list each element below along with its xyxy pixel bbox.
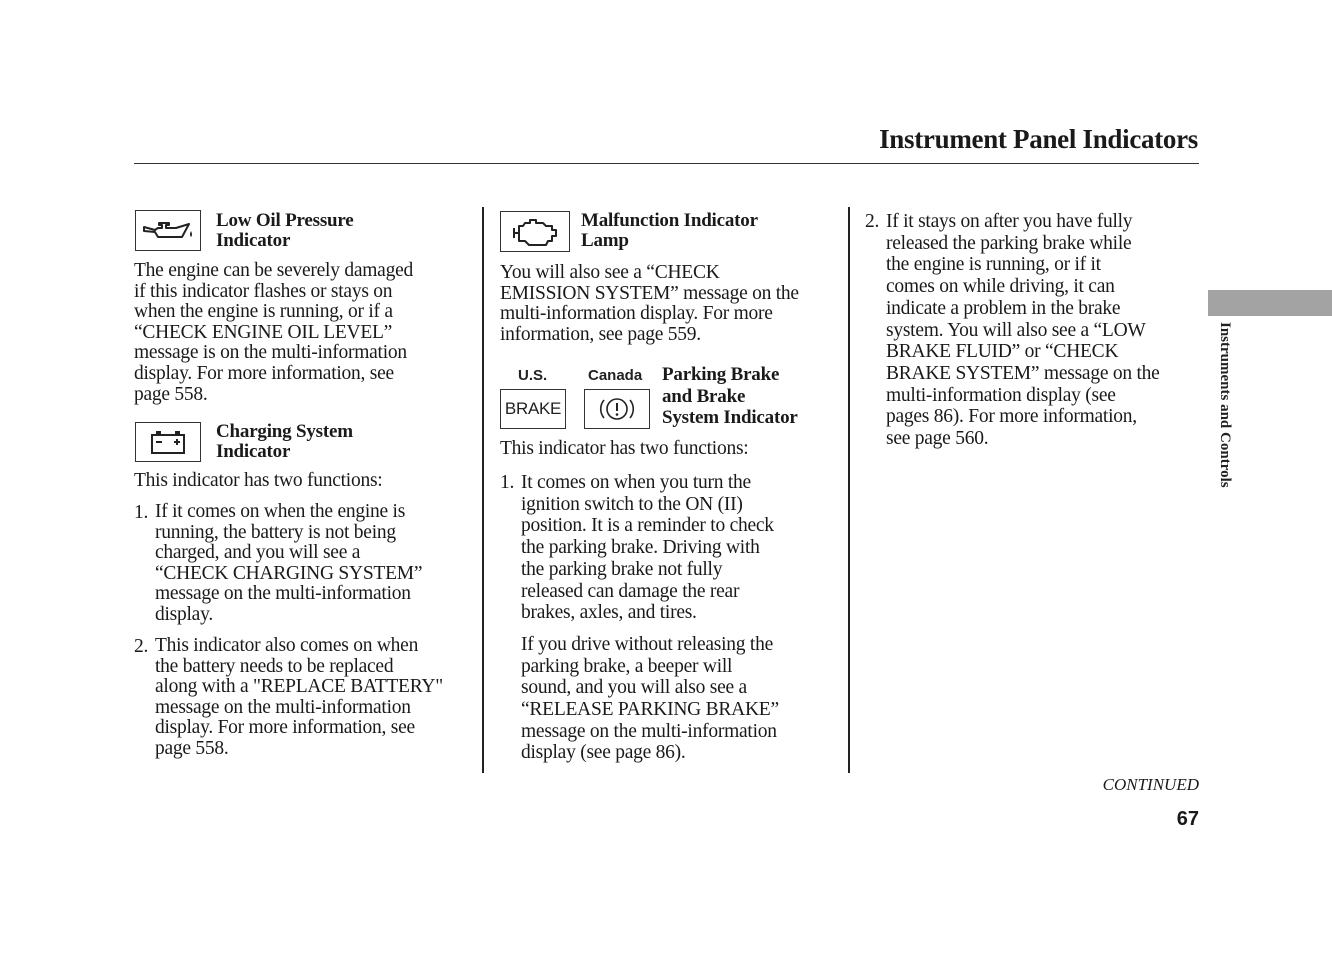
us-label: U.S.	[518, 367, 548, 384]
section-tab	[1208, 290, 1332, 316]
canada-label: Canada	[588, 367, 643, 384]
oil-can-icon	[141, 217, 195, 245]
page-title: Instrument Panel Indicators	[879, 124, 1198, 154]
engine-icon	[510, 217, 560, 247]
low-oil-heading: Low Oil Pressure Indicator	[216, 210, 354, 251]
brake-indicator-us	[500, 389, 566, 429]
column-divider-1	[482, 207, 484, 773]
brake-warning-circle-icon	[595, 393, 639, 425]
section-label: Instruments and Controls	[1217, 322, 1233, 488]
malfunction-indicator-lamp	[500, 211, 570, 252]
battery-icon	[148, 428, 188, 456]
malfunction-heading: Malfunction Indicator Lamp	[581, 210, 758, 251]
page-number: 67	[1176, 808, 1199, 830]
parking-brake-heading: Parking Brake and Brake System Indicator	[662, 364, 798, 428]
header-rule	[134, 163, 1199, 164]
malfunction-body: You will also see a “CHECK EMISSION SYSTEM” message on the multi-information display. For more information, see page 559.	[500, 262, 799, 345]
charging-system-indicator	[135, 422, 201, 462]
charging-heading: Charging System Indicator	[216, 421, 353, 462]
brake-indicator-canada	[584, 389, 650, 429]
brake-text-icon: BRAKE	[504, 399, 562, 418]
low-oil-body: The engine can be severely damaged if this indicator flashes or stays on when the engine is running, or if a “CHECK ENGINE OIL LEVEL” message is on the multi-information display. For more information, see page 558.	[134, 260, 413, 405]
parking-intro: This indicator has two functions:	[500, 438, 749, 459]
column-divider-2	[848, 207, 850, 773]
charging-item-1: 1. If it comes on when the engine is running, the battery is not being charged, and you will see a “CHECK CHARGING SYSTEM” message on the multi-information display.	[134, 501, 423, 625]
low-oil-pressure-indicator	[135, 210, 201, 251]
continued-label: CONTINUED	[1102, 775, 1199, 794]
charging-item-2: 2. This indicator also comes on when the battery needs to be replaced along with a "REPLACE BATTERY" message on the multi-information display. For more information, see page 558.	[134, 635, 443, 759]
parking-item-2: 2. If it stays on after you have fully released the parking brake while the engine is running, or if it comes on while driving, it can indicate a problem in the brake system. You will also see a “LOW BRAKE FLUID” or “CHECK BRAKE SYSTEM” message on the multi-information display (see pages 86). For more information, see page 560.	[865, 211, 1160, 450]
parking-item-1: 1. It comes on when you turn the ignition switch to the ON (II) position. It is a reminder to check the parking brake. Driving with the parking brake not fully released can damage the rear brakes, axles, and tires. If you drive without releasing the parking brake, a beeper will sound, and you will also see a “RELEASE PARKING BRAKE” message on the multi-information display (see page 86).	[500, 472, 779, 764]
charging-intro: This indicator has two functions:	[134, 470, 383, 491]
